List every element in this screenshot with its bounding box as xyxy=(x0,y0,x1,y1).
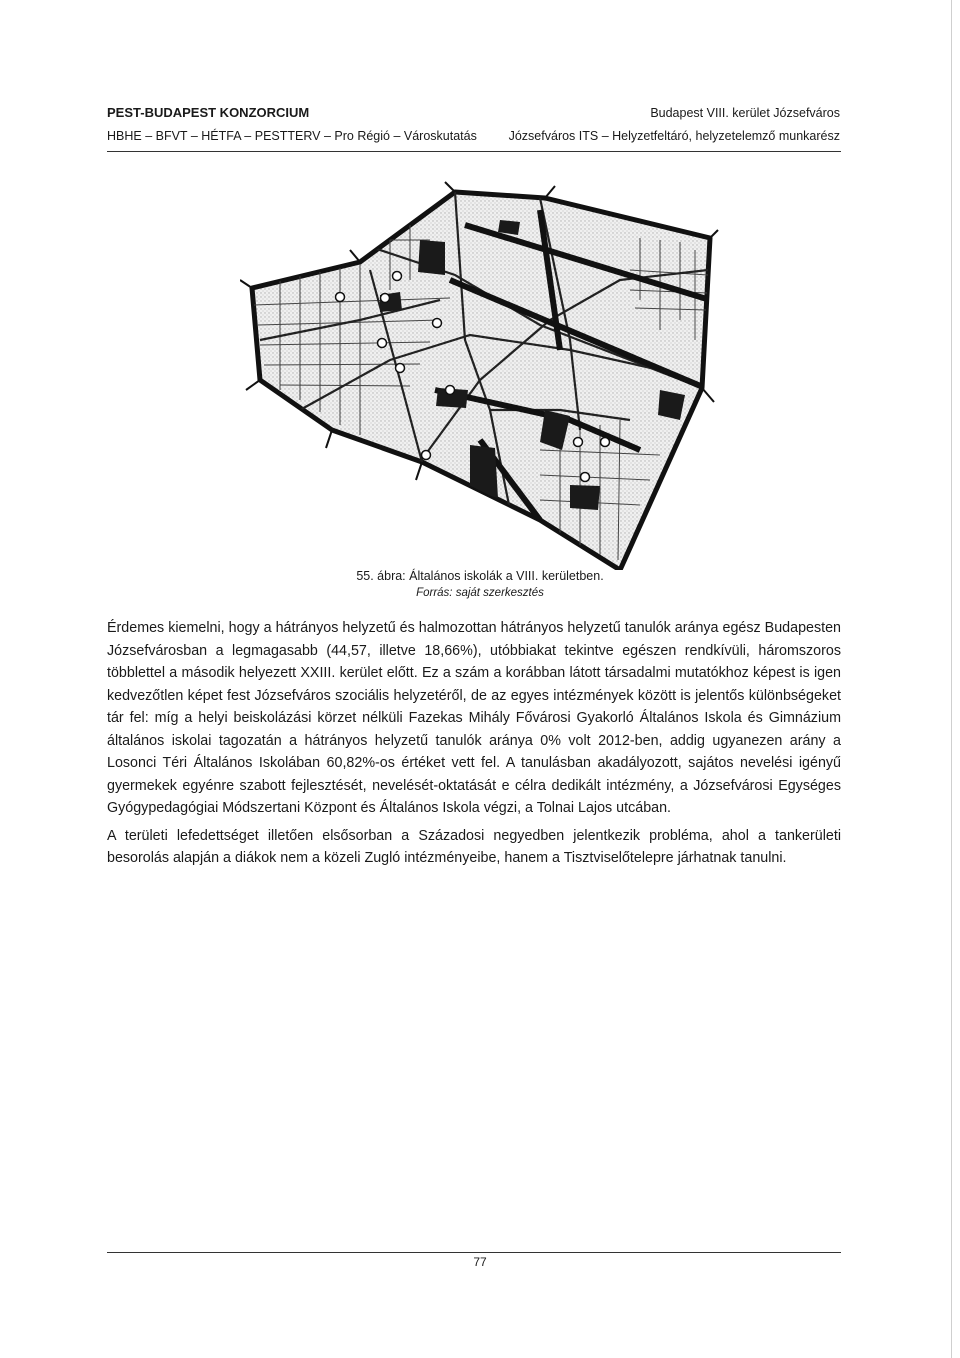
school-marker-5 xyxy=(378,339,387,348)
body-text xyxy=(107,617,841,875)
header-right xyxy=(509,104,840,145)
org-title: PEST-BUDAPEST KONZORCIUM xyxy=(107,105,310,120)
district-map xyxy=(240,180,720,570)
figure-source: Forrás: saját szerkesztés xyxy=(416,587,544,599)
school-marker-6 xyxy=(396,364,405,373)
school-marker-11 xyxy=(581,473,590,482)
school-marker-9 xyxy=(574,438,583,447)
school-marker-7 xyxy=(446,386,455,395)
header-left xyxy=(107,104,477,145)
paragraph-1: Érdemes kiemelni, hogy a hátrányos helyzetű és halmozottan hátrányos helyzetű tanulók aránya egész Budapesten Józsefvárosban a legmagasabb (44,57, illetve 18,66%), utóbbiakat tekintve egészen rendkívüli, háromszoros többlettel a második helyezett XXIII. kerület előtt. Ez a szám a korábban látott társadalmi mutatókhoz képest is igen kedvezőtlen képet fest Józsefváros szociális helyzetéről, de az egyes intézmények között is jelentős különbségeket tár fel: míg a helyi beiskolázási körzet nélküli Fazekas Mihály Fővárosi Gyakorló Általános Iskola és Gimnázium általános iskolai tagozatán a hátrányos helyzetű tanulók aránya 0% volt 2012-ben, addig ugyanezen arány a Losonci Téri Általános Iskolában 60,82%-os értéket vett fel. A tanulásban akadályozott, sajátos nevelési igényű gyermekek egyénre szabott fejlesztését, nevelését-oktatását e célra dedikált intézmény, a Józsefvárosi Egységes Gyógypedagógiai Módszertani Központ és Általános Iskola végzi, a Tolnai Lajos utcában. xyxy=(107,620,841,816)
school-marker-1 xyxy=(336,293,345,302)
paragraph-2: A területi lefedettséget illetően elsősorban a Századosi negyedben jelentkezik probléma, ahol a tankerületi besorolás alapján a diákok nem a közeli Zugló intézményeibe, hanem a Tisztviselőtelepre járhatnak tanulni. xyxy=(107,827,841,866)
school-marker-4 xyxy=(433,319,442,328)
district-label: Budapest VIII. kerület Józsefváros xyxy=(650,106,840,120)
page-number: 77 xyxy=(473,1255,487,1269)
district-area xyxy=(252,192,710,570)
org-members: HBHE – BFVT – HÉTFA – PESTTERV – Pro Régió – Városkutatás xyxy=(107,129,477,143)
header-rule xyxy=(107,151,841,152)
school-marker-2 xyxy=(381,294,390,303)
school-marker-8 xyxy=(422,451,431,460)
school-marker-3 xyxy=(393,272,402,281)
figure-caption: 55. ábra: Általános iskolák a VIII. kerületben. xyxy=(356,569,604,583)
document-title: Józsefváros ITS – Helyzetfeltáró, helyzetelemző munkarész xyxy=(508,129,840,143)
school-marker-10 xyxy=(601,438,610,447)
page-edge xyxy=(951,0,952,1358)
